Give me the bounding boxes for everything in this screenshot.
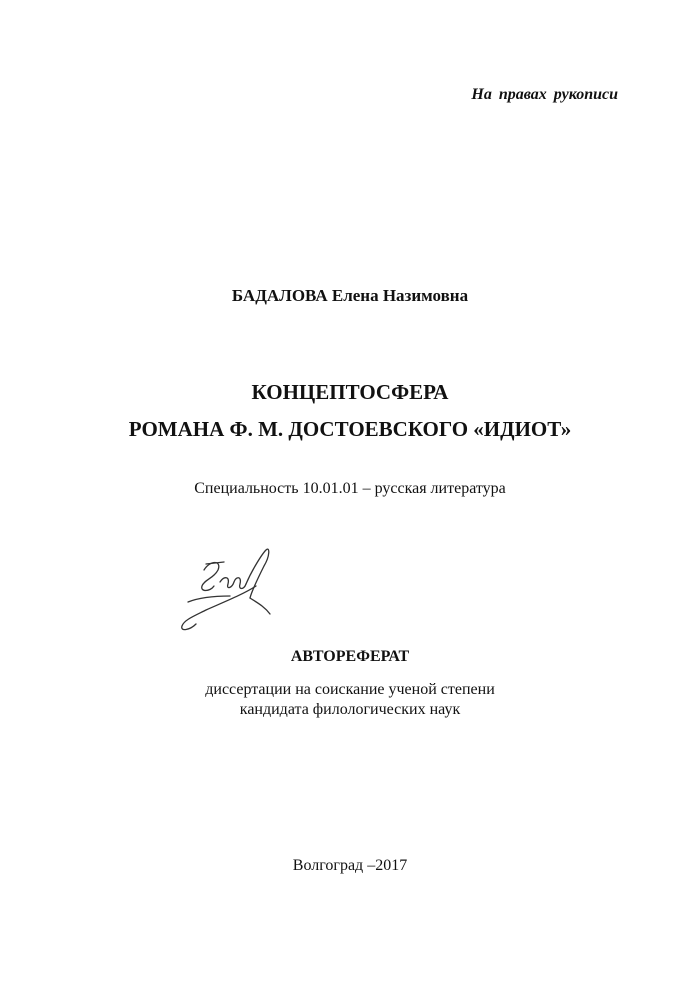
document-title <box>0 374 700 448</box>
city-year: Волгоград –2017 <box>292 857 408 874</box>
subtitle-line-1: диссертации на соискание ученой степени <box>205 681 495 698</box>
dissertation-subtitle <box>0 680 700 720</box>
specialty-line: Специальность 10.01.01 – русская литература <box>194 480 506 497</box>
title-line-1: КОНЦЕПТОСФЕРА <box>251 380 449 404</box>
rights-notice: На правах рукописи <box>471 86 618 103</box>
signature-icon <box>174 540 284 632</box>
title-line-2: РОМАНА Ф. М. ДОСТОЕВСКОГО «ИДИОТ» <box>128 417 572 441</box>
document-type-label: АВТОРЕФЕРАТ <box>290 648 410 665</box>
author-name: БАДАЛОВА Елена Назимовна <box>231 286 469 305</box>
subtitle-line-2: кандидата филологических наук <box>239 701 461 718</box>
